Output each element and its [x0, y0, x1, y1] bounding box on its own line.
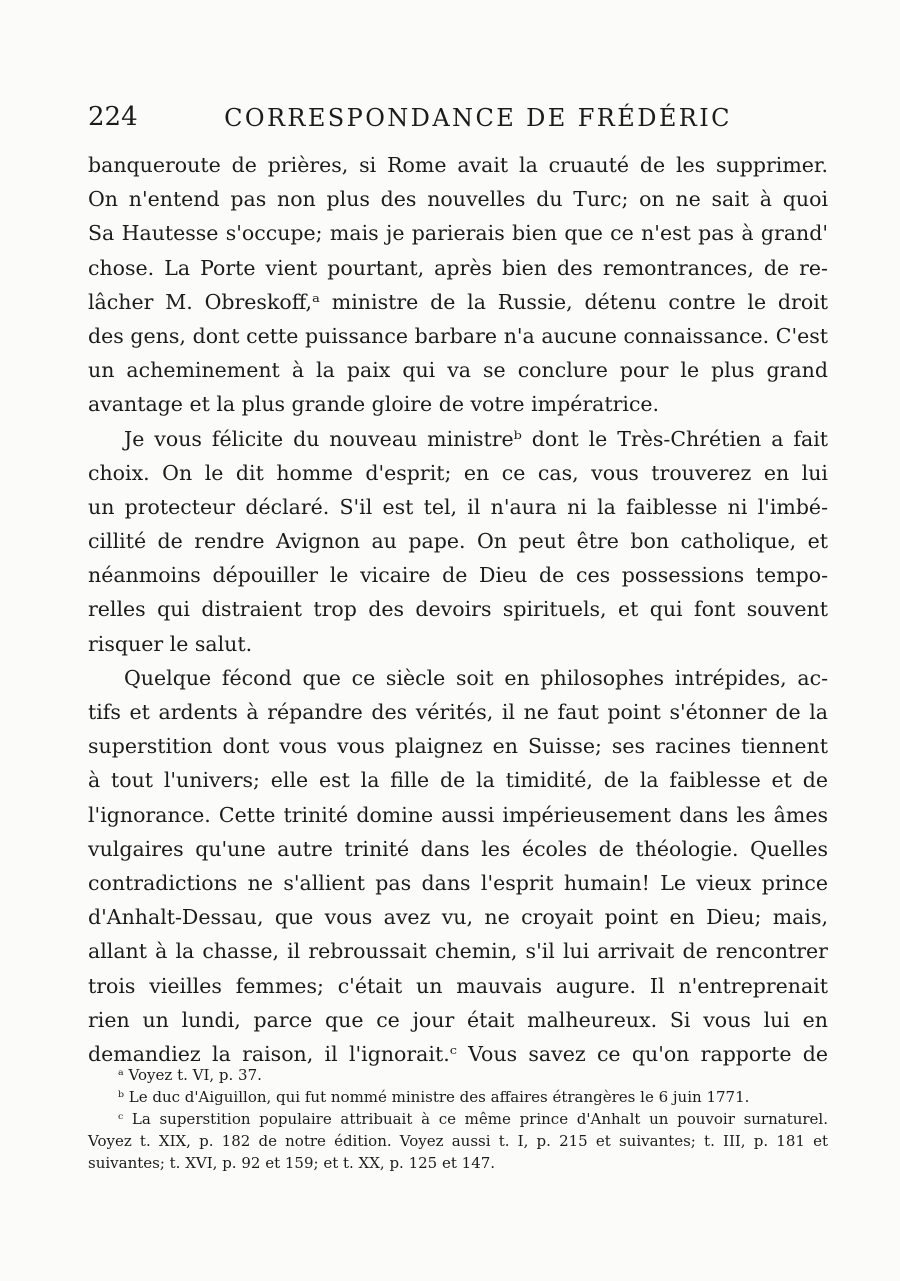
text-line: demandiez la raison, il l'ignorait.ᶜ Vous savez ce qu'on rapporte de: [88, 1041, 828, 1066]
footnote-c-continued: Voyez t. XIX, p. 182 de notre édition. Voyez aussi t. I, p. 215 et suivantes; t. III, p. 181 et: [88, 1132, 828, 1150]
body-text: [88, 148, 828, 1071]
page-header: [88, 102, 828, 138]
text-line: lâcher M. Obreskoff,ᵃ ministre de la Russie, détenu contre le droit: [88, 289, 828, 314]
text-line: chose. La Porte vient pourtant, après bien des remontrances, de re-: [88, 255, 828, 280]
text-line: un protecteur déclaré. S'il est tel, il n'aura ni la faiblesse ni l'imbé-: [88, 494, 828, 519]
text-line: d'Anhalt-Dessau, que vous avez vu, ne croyait point en Dieu; mais,: [88, 905, 828, 930]
running-title: CORRESPONDANCE DE FRÉDÉRIC: [224, 104, 732, 132]
text-line: un acheminement à la paix qui va se conclure pour le plus grand: [88, 358, 828, 383]
text-line: banqueroute de prières, si Rome avait la cruauté de les supprimer.: [88, 153, 828, 177]
page-number: 224: [88, 102, 138, 132]
text-line: risquer le salut.: [88, 631, 253, 656]
text-line: à tout l'univers; elle est la fille de la timidité, de la faiblesse et de: [88, 768, 828, 793]
text-line: superstition dont vous vous plaignez en Suisse; ses racines tiennent: [88, 734, 828, 759]
footnotes: [88, 1064, 828, 1174]
text-line: Quelque fécond que ce siècle soit en philosophes intrépides, ac-: [124, 665, 828, 690]
text-line: relles qui distraient trop des devoirs spirituels, et qui font souvent: [88, 597, 828, 622]
footnote-c-continued: suivantes; t. XVI, p. 92 et 159; et t. XX, p. 125 et 147.: [88, 1154, 496, 1172]
footnote-a: ᵃ Voyez t. VI, p. 37.: [118, 1066, 262, 1084]
text-line: Je vous félicite du nouveau ministreᵇ dont le Très-Chrétien a fait: [124, 426, 828, 451]
text-line: allant à la chasse, il rebroussait chemin, s'il lui arrivait de rencontrer: [88, 939, 828, 964]
footnote-c: ᶜ La superstition populaire attribuait à ce même prince d'Anhalt un pouvoir surnaturel.: [118, 1110, 828, 1128]
text-line: On n'entend pas non plus des nouvelles du Turc; on ne sait à quoi: [88, 187, 828, 212]
text-line: des gens, dont cette puissance barbare n'a aucune connaissance. C'est: [88, 323, 828, 348]
text-line: rien un lundi, parce que ce jour était malheureux. Si vous lui en: [88, 1007, 828, 1032]
text-line: Sa Hautesse s'occupe; mais je parierais bien que ce n'est pas à grand': [88, 221, 828, 246]
text-line: contradictions ne s'allient pas dans l'esprit humain! Le vieux prince: [88, 870, 828, 895]
text-line: vulgaires qu'une autre trinité dans les écoles de théologie. Quelles: [88, 836, 828, 861]
text-line: tifs et ardents à répandre des vérités, il ne faut point s'étonner de la: [88, 700, 828, 724]
text-line: choix. On le dit homme d'esprit; en ce cas, vous trouverez en lui: [88, 460, 828, 485]
text-line: trois vieilles femmes; c'était un mauvais augure. Il n'entreprenait: [88, 973, 828, 998]
footnote-b: ᵇ Le duc d'Aiguillon, qui fut nommé ministre des affaires étrangères le 6 juin 1771.: [118, 1088, 750, 1106]
text-line: avantage et la plus grande gloire de votre impératrice.: [88, 392, 660, 417]
text-line: l'ignorance. Cette trinité domine aussi impérieusement dans les âmes: [88, 802, 828, 827]
text-line: cillité de rendre Avignon au pape. On peut être bon catholique, et: [88, 529, 828, 554]
text-line: néanmoins dépouiller le vicaire de Dieu de ces possessions tempo-: [88, 563, 828, 588]
